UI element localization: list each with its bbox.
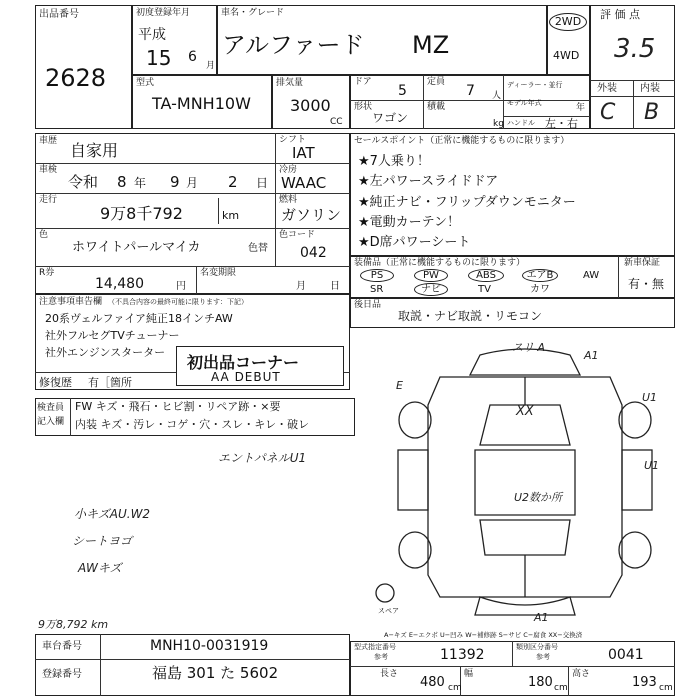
length-value: 480 <box>420 675 445 690</box>
recycle-unit: 円 <box>176 281 186 292</box>
doors-value: 5 <box>398 83 407 99</box>
equip-sr: SR <box>370 284 384 295</box>
doc-deadline-label: 名変期限 <box>200 268 237 278</box>
car-name-label: 車名・グレード <box>221 8 285 18</box>
type-cert-label: 型式指定番号 <box>354 643 396 651</box>
diag-a1-top: A1 <box>584 349 599 362</box>
inspector-label-2: 記入欄 <box>37 417 65 427</box>
equipment-label: 装備品（正常に機能するものに限ります） <box>354 258 526 268</box>
reg-month-unit: 月 <box>206 61 216 71</box>
stamp-line1: 初出品コーナー <box>187 353 300 372</box>
drive-2wd: 2WD <box>549 13 587 31</box>
color-value: ホワイトパールマイカ <box>72 240 201 255</box>
capacity-label: 定員 <box>427 77 446 87</box>
class-no-value: 0041 <box>608 647 644 663</box>
sales-point-item: ★7人乗り！ <box>358 154 430 169</box>
shape-value: ワゴン <box>372 111 409 125</box>
displacement-unit: CC <box>330 117 343 127</box>
plate-label: 登録番号 <box>42 669 82 680</box>
history-value: 自家用 <box>70 141 119 160</box>
dealer-label: ディーラー・並行 <box>507 81 563 89</box>
notes-label: 注意事項車告欄 <box>39 297 103 307</box>
exterior-label: 外装 <box>597 83 617 94</box>
inspection-d: 日 <box>256 176 269 190</box>
inspection-day: 2 <box>228 173 238 191</box>
hand-note-1: 小キズAU.W2 <box>74 507 151 521</box>
model-value: TA-MNH10W <box>152 94 251 113</box>
reg-era: 平成 <box>138 27 166 43</box>
diag-a1-bottom: A1 <box>534 611 549 624</box>
notes-sub: （不具合内容の最終可能に限ります：下記） <box>108 298 248 306</box>
inspection-era: 令和 <box>68 173 99 191</box>
reg-year-label: 初度登録年月 <box>136 8 191 18</box>
shape-label: 形状 <box>354 102 373 112</box>
hand-note-3: AWキズ <box>78 561 122 575</box>
mileage-label: 走行 <box>39 195 58 205</box>
type-cert-sub: 参考 <box>374 653 388 661</box>
diag-spare-label: スペア <box>378 607 399 615</box>
height-label: 高さ <box>572 669 591 679</box>
shift-label: シフト <box>279 135 307 145</box>
fuel-label: 燃料 <box>279 195 298 205</box>
diag-u1-right-2: U1 <box>644 459 660 472</box>
rear-items-label: 後日品 <box>354 300 382 310</box>
equip-abs: ABS <box>468 269 504 282</box>
diag-e: E <box>396 379 403 392</box>
sales-point-item: ★純正ナビ・フリップダウンモニター <box>358 195 576 210</box>
model-label: 型式 <box>136 78 155 88</box>
diagram-rear-glass <box>480 520 570 555</box>
interior-score: B <box>644 100 660 125</box>
diag-xx: XX <box>516 404 534 419</box>
lot-label: 出品番号 <box>39 9 79 20</box>
inspection-month: 9 <box>170 173 180 191</box>
sales-point-item: ★電動カーテン！ <box>358 215 461 230</box>
car-diagram <box>370 335 680 635</box>
equip-ps: PS <box>360 269 394 282</box>
damage-legend: A−キズ E−エクボ U−凹み W−補修跡 S−サビ C−腐食 XX−交換済 <box>384 631 583 639</box>
height-unit: cm <box>659 683 673 693</box>
repair-label: 修復歴 <box>39 376 72 389</box>
color-change-label: 色替 <box>248 243 268 254</box>
interior-label: 内装 <box>640 83 660 94</box>
load-unit: kg <box>493 119 504 129</box>
recycle-value: 14,480 <box>95 276 144 292</box>
reg-month: 6 <box>188 49 197 65</box>
doc-month: 月 <box>296 281 306 292</box>
length-unit: cm <box>448 683 462 693</box>
debut-stamp <box>176 346 344 386</box>
diagram-wheel-rl <box>399 532 431 568</box>
diagram-left-side <box>398 450 428 510</box>
load-label: 積載 <box>427 102 446 112</box>
model-year-unit: 年 <box>576 103 586 113</box>
inspector-label-1: 検査員 <box>37 403 65 413</box>
sales-points-label: セールスポイント（正常に機能するものに限ります） <box>354 136 570 146</box>
diagram-wheel-fl <box>399 402 431 438</box>
model-year-label: モデル年式 <box>507 99 542 107</box>
chassis-value: MNH10-0031919 <box>150 638 269 654</box>
mileage-unit: km <box>222 209 240 222</box>
equip-leather: カワ <box>530 284 550 295</box>
score-label: 評 価 点 <box>600 8 640 21</box>
stamp-line2: AA DEBUT <box>211 370 281 384</box>
history-label: 車歴 <box>39 136 58 146</box>
width-label: 幅 <box>464 669 474 679</box>
handle-label: ハンドル <box>507 119 535 127</box>
displacement-value: 3000 <box>290 96 331 115</box>
capacity-unit: 人 <box>492 91 502 101</box>
hand-mileage: 9万8,792 km <box>38 618 109 631</box>
diagram-roof <box>475 450 575 515</box>
diag-front-note: スリ A <box>512 341 546 354</box>
ac-value: WAAC <box>281 174 327 192</box>
drive-4wd: 4WD <box>553 49 580 62</box>
color-code: 042 <box>300 245 327 261</box>
color-label: 色 <box>39 230 49 240</box>
diag-u2: U2数か所 <box>514 491 563 504</box>
reg-year: 15 <box>146 46 172 70</box>
type-cert-value: 11392 <box>440 647 485 663</box>
equip-navi: ナビ <box>414 283 448 296</box>
inspection-label: 車検 <box>39 165 58 175</box>
diagram-rear-bumper <box>475 597 575 615</box>
new-cert-value: 有・無 <box>628 277 665 291</box>
color-code-label: 色コード <box>279 230 316 240</box>
doc-day: 日 <box>330 281 340 292</box>
equip-aw: AW <box>583 270 600 281</box>
equip-tv: TV <box>478 284 491 295</box>
mileage-value: 9万8千792 <box>100 204 183 223</box>
inspection-year: 8 <box>117 173 127 191</box>
diag-u1-right: U1 <box>642 391 658 404</box>
notes-line: 20系ヴェルファイア純正18インチAW <box>45 312 233 325</box>
notes-line: 社外フルセグTVチューナー <box>45 329 180 342</box>
hand-note-2: シートヨゴ <box>72 534 133 548</box>
rear-items-value: 取説・ナビ取説・リモコン <box>398 309 543 323</box>
equip-pw: PW <box>414 269 448 282</box>
car-grade: MZ <box>412 31 450 59</box>
doors-label: ドア <box>354 77 372 87</box>
handle-value: 左・右 <box>545 117 578 130</box>
height-value: 193 <box>632 675 657 690</box>
new-cert-label: 新車保証 <box>624 258 661 268</box>
diagram-spare-tire <box>376 584 394 602</box>
recycle-label: R券 <box>39 268 55 278</box>
inspection-m: 月 <box>186 176 199 190</box>
fuel-value: ガソリン <box>281 206 342 224</box>
sales-point-item: ★D席パワーシート <box>358 235 471 250</box>
diagram-wheel-fr <box>619 402 651 438</box>
capacity-value: 7 <box>466 83 475 99</box>
width-value: 180 <box>528 675 553 690</box>
repair-value: 有［箇所 <box>88 376 132 389</box>
width-unit: cm <box>554 683 568 693</box>
plate-value: 福島 301 た 5602 <box>152 664 279 682</box>
class-no-sub: 参考 <box>536 653 550 661</box>
lot-number: 2628 <box>45 64 107 92</box>
diagram-wheel-rr <box>619 532 651 568</box>
notes-line: 社外エンジンスターター <box>45 346 166 359</box>
exterior-score: C <box>600 100 616 125</box>
inspection-y: 年 <box>134 176 147 190</box>
length-label: 長さ <box>380 669 399 679</box>
hand-entry-panel: エントパネルU1 <box>218 451 307 465</box>
class-no-label: 類別区分番号 <box>516 643 558 651</box>
inspector-row-2: 内装 キズ・汚レ・コゲ・穴・スレ・キレ・破レ <box>75 418 310 431</box>
car-name: アルファード <box>222 31 365 59</box>
shift-value: IAT <box>292 144 315 162</box>
ac-label: 冷房 <box>279 165 298 175</box>
chassis-label: 車台番号 <box>42 641 82 652</box>
equip-airbag: エアB <box>522 269 558 282</box>
score-value: 3.5 <box>614 34 656 64</box>
sales-point-item: ★左パワースライドドア <box>358 174 499 189</box>
displacement-label: 排気量 <box>276 78 304 88</box>
inspector-row-1: FW キズ・飛石・ヒビ割・リペア跡・×要 <box>75 400 281 413</box>
